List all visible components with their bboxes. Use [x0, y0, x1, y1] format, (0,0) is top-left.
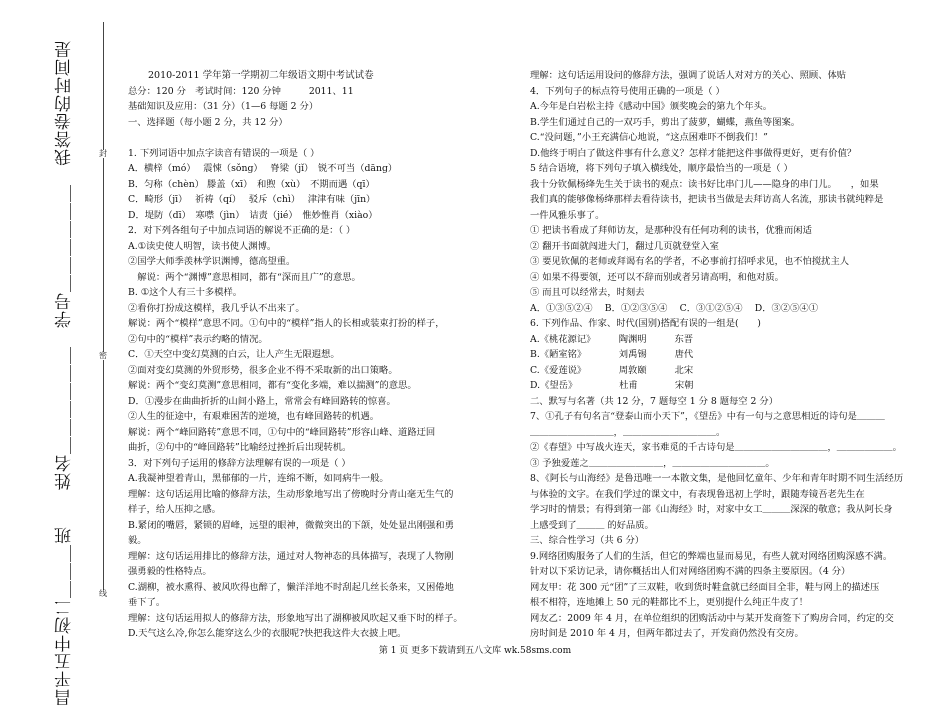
- right-line-31: 三、综合性学习（共 6 分）: [530, 535, 645, 546]
- left-line-37: D.天气这么冷,你怎么能穿这么少的衣服呢?快把我这件大衣披上吧。: [128, 628, 407, 639]
- page-footer: 第 1 页 更多下载请到五八文库 wk.58sms.com: [378, 646, 572, 656]
- left-line-16: ②看你打扮成这模样，我几乎认不出来了。: [128, 302, 305, 314]
- right-line-27: 8、《阿长与山海经》是鲁迅唯一一本散文集，是他回忆童年、少年和青年时期不同生活经历: [530, 473, 904, 484]
- left-line-8: B．匀称（chèn） 滕盖（xī） 和煦（xù） 不期而遇（qī）: [128, 178, 375, 190]
- right-line-13: ③ 要见钦佩的老师或拜谒有名的学者，不必事前打招呼求见，也不怕搅扰主人: [530, 256, 850, 267]
- binding-line: [103, 22, 104, 597]
- right-line-32: 9.网络团购服务了人们的生活，但它的弊端也显而易见，有些人就对网络团购深感不满。: [530, 550, 893, 562]
- right-line-28: 与体验的文字。在我们学过的课文中，有表现鲁迅初上学时，跟随寿镜吾老先生在: [530, 488, 865, 500]
- left-line-4: 一、选择题（每小题 2 分，共 12 分）: [128, 116, 288, 128]
- left-line-20: ②面对变幻莫测的外贸形势，很多企业不得不采取新的出口策略。: [128, 364, 398, 376]
- left-line-5: [128, 130, 520, 146]
- right-line-16: A．①③⑤②④ B．①②③⑤④ C．③①②⑤④ D．③②⑤④①: [530, 302, 818, 314]
- left-line-30: B.紧闭的嘴唇，紧锁的眉峰，远望的眼神，微微突出的下颌，处处显出刚强和勇: [128, 519, 454, 531]
- left-line-33: 强勇毅的性格特点。: [128, 566, 212, 577]
- left-line-14: 解说：两个“渊博”意思相同，都有“深而且广”的意思。: [128, 271, 361, 283]
- left-line-34: C.湖柳，被水熏得、被风吹得也醉了，懒洋洋地不时刮起几丝长条来，又困倦地: [128, 581, 454, 593]
- right-line-5: C.“没问题，”小王充满信心地说，“这点困难吓不倒我们！”: [530, 132, 768, 143]
- left-line-26: 3．对下列句子运用的修辞方法理解有误的一项是（ ）: [128, 457, 351, 469]
- left-line-3: 基础知识及应用：（31 分）（1—6 每题 2 分）: [128, 101, 319, 112]
- right-line-18: A.《桃花源记》 陶渊明 东晋: [530, 333, 694, 345]
- left-line-13: ②国学大师季羡林学识渊博，德高望重。: [128, 256, 296, 267]
- left-line-25: 曲折，②句中的“峰回路转”比喻经过挫折后出现转机。: [128, 442, 352, 453]
- right-line-25: ②《春望》中写战火连天，家书难觅的千古诗句是＿＿＿＿＿＿＿＿＿＿，＿＿＿＿＿＿。: [530, 442, 902, 453]
- left-line-6: 1. 下列词语中加点字读音有错误的一项是（ ）: [128, 147, 320, 159]
- right-line-23: 7、①孔子有句名言“登泰山而小天下”，《望岳》中有一句与之意思相近的诗句是＿＿＿: [530, 411, 885, 422]
- left-line-10: D．堤防（dī） 寒噤（jìn） 诘责（jié） 惟妙惟肖（xiào）: [128, 209, 378, 221]
- right-line-7: 5 结合语境，将下列句子填入横线处，顺序最恰当的一项是（ ）: [530, 163, 793, 174]
- right-line-2: 4．下列句子的标点符号使用正确的一项是（ ）: [530, 85, 725, 97]
- left-line-35: 垂下了。: [128, 597, 166, 608]
- right-column: [530, 68, 930, 642]
- left-line-21: 解说：两个“变幻莫测”意思相同，都有“变化多端，难以揣测”的意思。: [128, 380, 417, 391]
- left-line-32: 理解：这句话运用排比的修辞方法，通过对人物神态的具体描写，表现了人物刚: [128, 550, 454, 562]
- binding-margin: [0, 0, 110, 706]
- seal-char-xian: 线: [99, 589, 107, 598]
- left-line-19: C．①天空中变幻莫测的白云，让人产生无限遐想。: [128, 349, 340, 360]
- right-line-8: 我十分钦佩杨绛先生关于读书的观点：读书好比串门儿——隐身的串门儿。 ，如果: [530, 178, 879, 190]
- right-line-10: 一件风雅乐事了。: [530, 209, 605, 221]
- right-line-30: 上感受到了＿＿＿ 的好品质。: [530, 519, 654, 531]
- right-line-34: 网友甲：花 300 元“团”了三双鞋，收到货时鞋盒就已经面目全非，鞋与网上的描述压: [530, 581, 880, 593]
- left-line-1: 2010-2011 学年第一学期初二年级语文期中考试试卷: [148, 70, 374, 81]
- right-line-37: 房时间是 2010 年 4 月，但两年都过去了，开发商仍然没有交房。: [530, 628, 804, 639]
- right-line-6: D.他终于明白了做这件事有什么意义？怎样才能把这件事做得更好，更有价值？: [530, 147, 857, 159]
- left-line-28: 理解：这句话运用比喻的修辞方法，生动形象地写出了傍晚时分青山毫无生气的: [128, 488, 454, 500]
- right-line-9: 我们真的能够像杨绛那样去看待读书，把读书当做是去拜访高人名流，那读书就纯粹是: [530, 194, 884, 205]
- right-line-35: 根不相符，连地摊上 50 元的鞋都比不上，更别提什么纯正牛皮了！: [530, 597, 809, 608]
- left-line-18: ②句中的“模样”表示约略的情况。: [128, 333, 268, 345]
- left-line-23: ②人生的征途中，有艰难困苦的逆境，也有峰回路转的机遇。: [128, 411, 380, 422]
- right-line-19: B.《陋室铭》 刘禹锡 唐代: [530, 349, 694, 360]
- right-line-33: 针对以下采访记录，请你概括出人们对网络团购不满的四条主要原因。（4 分）: [530, 566, 851, 577]
- right-line-24: ＿＿＿＿＿＿＿＿＿，＿＿＿＿＿＿＿＿＿＿。: [530, 426, 726, 438]
- right-line-1: 理解：这句话运用设问的修辞方法，强调了说话人对对方的关心、照顾、体贴: [530, 70, 847, 81]
- student-info-vertical: 昌平五中初二＿＿＿班 姓名＿＿＿＿＿＿ 学号＿＿＿＿＿＿ 我答卷的时间是: [55, 40, 75, 706]
- right-line-12: ② 翻开书面就闯进大门，翻过几页就登堂入室: [530, 240, 719, 252]
- right-line-15: ⑤ 而且可以经常去，时刻去: [530, 287, 645, 298]
- left-line-29: 样子，给人压抑之感。: [128, 504, 221, 515]
- left-column: [128, 68, 520, 642]
- right-line-3: A.今年是白岩松主持《感动中国》颁奖晚会的第九个年头。: [530, 101, 773, 112]
- right-line-26: ③ 予独爱莲之＿＿＿＿＿＿＿＿，＿＿＿＿＿＿＿＿＿＿。: [530, 457, 775, 469]
- right-line-20: C.《爱莲说》 周敦颐 北宋: [530, 364, 694, 376]
- left-line-31: 毅。: [128, 535, 147, 546]
- right-line-22: 二、默写与名著（共 12 分，7 题每空 1 分 8 题每空 2 分）: [530, 395, 779, 407]
- left-line-17: 解说：两个“模样”意思不同。①句中的“模样”指人的长相或装束打扮的样子，: [128, 318, 445, 329]
- right-line-14: ④ 如果不得要领，还可以不辞而别或者另请高明，和他对质。: [530, 271, 784, 283]
- right-line-4: B.学生们通过自己的一双巧手，剪出了菠萝，蝴蝶，燕鱼等图案。: [530, 116, 801, 128]
- left-line-11: 2．对下列各组句子中加点词语的解说不正确的是：（ ）: [128, 225, 356, 236]
- right-line-36: 网友乙：2009 年 4 月，在单位组织的团购活动中与某开发商签下了购房合同，约定的交: [530, 612, 894, 624]
- left-line-2: 总分：120 分 考试时间：120 分钟 2011、11: [128, 85, 354, 97]
- left-line-9: C．畸形（jī） 祈祷（qí） 驳斥（chì） 津津有味（jīn）: [128, 194, 376, 205]
- left-line-12: A.①读史使人明智，读书使人渊博。: [128, 240, 277, 252]
- right-line-17: 6. 下列作品、作家、时代(国别)搭配有误的一组是( ): [530, 318, 761, 329]
- left-line-36: 理解：这句话运用拟人的修辞方法，形象地写出了湖柳被风吹起又垂下时的样子。: [128, 612, 463, 624]
- right-line-11: ① 把读书看成了拜师访友，是那种没有任何功利的读书，优雅而闲适: [530, 225, 812, 236]
- right-line-29: 学习时的情景；有得到第一部《山海经》时，对家中女工＿＿＿深深的敬意；我从阿长身: [530, 504, 893, 515]
- seal-char-feng: 封: [99, 149, 107, 158]
- left-line-27: A.我凝神望着青山，黑郁郁的一片，连绵不断，如同病牛一般。: [128, 473, 389, 484]
- seal-char-mi: 密: [99, 351, 107, 360]
- left-line-22: D．①漫步在曲曲折折的山间小路上，常常会有峰回路转的惊喜。: [128, 395, 396, 407]
- right-line-21: D.《望岳》 杜甫 宋朝: [530, 380, 694, 391]
- left-line-15: B. ①这个人有三十多模样。: [128, 287, 243, 298]
- left-line-24: 解说：两个“峰回路转”意思不同，①句中的“峰回路转”形容山峰、道路迂回: [128, 426, 436, 438]
- left-line-7: A．横梓（mó） 震悚（sǒng） 脊梁（jǐ） 锐不可当（dāng）: [128, 163, 398, 174]
